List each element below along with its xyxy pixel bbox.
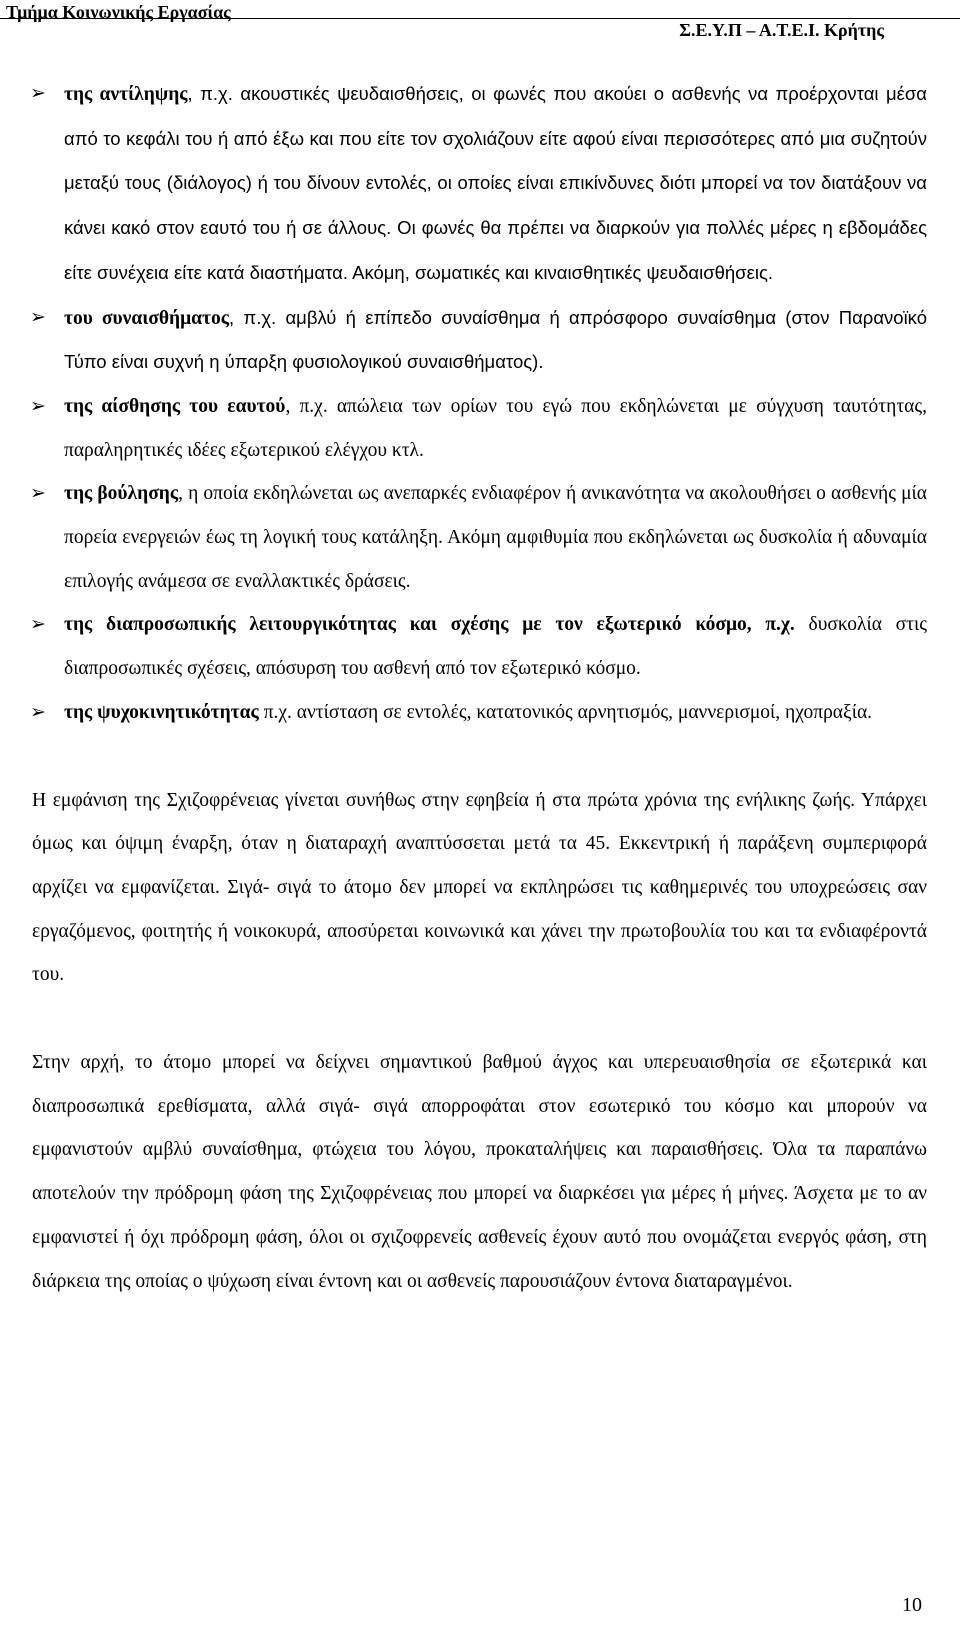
- header-institution: Σ.Ε.Υ.Π – Α.Τ.Ε.Ι. Κρήτης: [679, 20, 884, 40]
- list-item-heading: της ψυχοκινητικότητας: [64, 701, 259, 723]
- list-item-emotion: [32, 296, 927, 385]
- arrow-bullet-icon: ➢: [30, 395, 46, 417]
- list-item-text: , π.χ. αμβλύ ή επίπεδο συναίσθημα ή απρόσφορο συναίσθημα (στον Παρανοϊκό Τύπο είναι συχνή η ύπαρξη φυσιολογικού συναισθήματος).: [64, 306, 927, 373]
- list-item-text: π.χ. αντίσταση σε εντολές, κατατονικός αρνητισμός, μαννερισμοί, ηχοπραξία.: [258, 701, 873, 723]
- spacer: [32, 735, 927, 779]
- paragraph-onset: Η εμφάνιση της Σχιζοφρένειας γίνεται συνήθως στην εφηβεία ή στα πρώτα χρόνια της ενήλικης ζωής. Υπάρχει όμως και όψιμη έναρξη, όταν η διαταραχή αναπτύσσεται μετά τα 45. Εκκεντρική ή παράξενη συμπεριφορά αρχίζει να εμφανίζεται. Σιγά- σιγά το άτομο δεν μπορεί να εκπληρώσει τις καθημερινές του υποχρεώσεις σαν εργαζόμενος, φοιτητής ή νοικοκυρά, αποσύρεται κοινωνικά και χάνει την πρωτοβουλία του και τα ενδιαφέροντά του.: [32, 789, 927, 986]
- spacer: [32, 997, 927, 1041]
- list-item-perception: [32, 72, 927, 296]
- list-item-text: δυσκολία στις διαπροσωπικές σχέσεις, απόσυρση του ασθενή από τον εξωτερικό κόσμο.: [64, 614, 927, 680]
- paragraph-prodromal: Στην αρχή, το άτομο μπορεί να δείχνει σημαντικού βαθμού άγχος και υπερευαισθησία σε εξωτερικά και διαπροσωπικά ερεθίσματα, αλλά σιγά- σιγά απορροφάται στον εσωτερικό του κόσμο και μπορούν να εμφανιστούν αμβλύ συναίσθημα, φτώχεια του λόγου, προκαταλήψεις και παραισθήσεις. Όλα τα παραπάνω αποτελούν την πρόδρομη φάση της Σχιζοφρένειας που μπορεί να διαρκέσει για μέρες ή μήνες. Άσχετα με το αν εμφανιστεί ή όχι πρόδρομη φάση, όλοι οι σχιζοφρενείς ασθενείς έχουν αυτό που ονομάζεται ενεργός φάση, στη διάρκεια της οποίας ο ψύχωση είναι έντονη και οι ασθενείς παρουσιάζουν έντονα διαταραγμένοι.: [32, 1052, 927, 1292]
- arrow-bullet-icon: ➢: [30, 83, 46, 104]
- list-item-self: [32, 385, 927, 472]
- list-item-psychomotor: [32, 691, 927, 735]
- list-item-heading: της βούλησης: [64, 483, 179, 505]
- list-item-heading: του συναισθήματος: [64, 307, 230, 329]
- arrow-bullet-icon: ➢: [30, 614, 46, 636]
- list-item-heading: της διαπροσωπικής λειτουργικότητας και σχέσης με τον εξωτερικό κόσμο, π.χ.: [64, 614, 795, 636]
- arrow-bullet-icon: ➢: [30, 306, 46, 328]
- header-divider: [0, 18, 960, 19]
- list-item-heading: της αίσθησης του εαυτού: [64, 395, 286, 417]
- list-item-text: , η οποία εκδηλώνεται ως ανεπαρκές ενδιαφέρον ή ανικανότητα να ακολουθήσει ο ασθενής μία πορεία ενεργειών έως τη λογική τους κατάληξη. Ακόμη αμφιθυμία που εκδηλώνεται ως δυσκολία ή αδυναμία επιλογής ανάμεσα σε εναλλακτικές δράσεις.: [64, 483, 928, 592]
- page-number: 10: [902, 1594, 922, 1616]
- list-item-text: , π.χ. απώλεια των ορίων του εγώ που εκδηλώνεται με σύγχυση ταυτότητας, παραληρητικές ιδέες εξωτερικού ελέγχου κτλ.: [64, 395, 927, 461]
- arrow-bullet-icon: ➢: [30, 483, 46, 505]
- list-item-heading: της αντίληψης: [64, 84, 188, 105]
- list-item-interpersonal: [32, 603, 927, 690]
- arrow-bullet-icon: ➢: [30, 701, 46, 723]
- document-body: [32, 72, 927, 1303]
- header-department: Τμήμα Κοινωνικής Εργασίας: [6, 2, 231, 22]
- list-item-will: [32, 472, 927, 603]
- list-item-text: , π.χ. ακουστικές ψευδαισθήσεις, οι φωνές που ακούει ο ασθενής να προέρχονται μέσα από το κεφάλι του ή από έξω και που είτε τον σχολιάζουν είτε αφού είναι περισσότερες από μια συζητούν μεταξύ τους (διάλογος) ή του δίνουν εντολές, οι οποίες είναι επικίνδυνες διότι μπορεί να τον διατάξουν να κάνει κακό στον εαυτό του ή σε άλλους. Οι φωνές θα πρέπει να διαρκούν για πολλές μέρες η εβδομάδες είτε συνέχεια είτε κατά διαστήματα. Ακόμη, σωματικές και κιναισθητικές ψευδαισθήσεις.: [64, 83, 927, 283]
